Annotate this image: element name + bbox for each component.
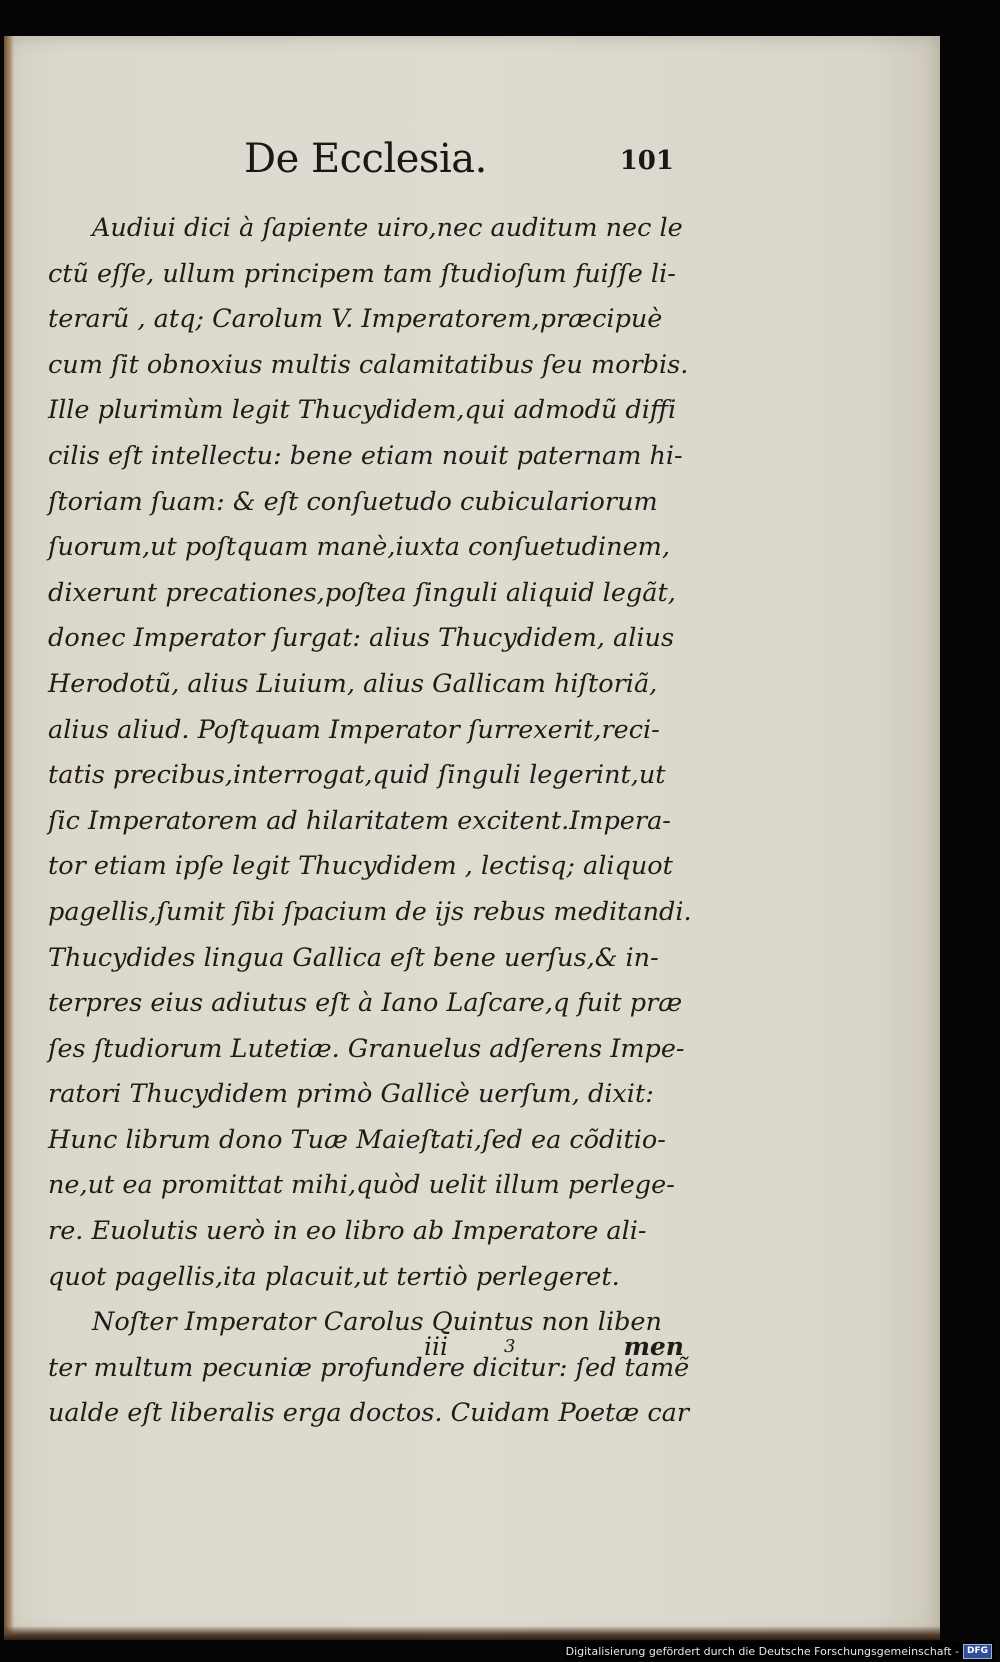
- text-line: ualde eſt liberalis erga doctos. Cuidam Poetæ car: [48, 1398, 690, 1429]
- signature-mark: iii: [424, 1332, 448, 1361]
- text-line: Ille plurimùm legit Thucydidem,qui admodũ diffi: [48, 395, 677, 426]
- text-line: terpres eius adiutus eſt à Iano Laſcare,q fuit præ: [48, 988, 683, 1019]
- signature-line: [424, 1332, 684, 1372]
- signature-number: 3: [504, 1336, 516, 1357]
- text-line: ſuorum,ut poſtquam manè,iuxta conſuetudinem,: [48, 532, 670, 563]
- text-line: cum ſit obnoxius multis calamitatibus ſeu morbis.: [48, 349, 689, 380]
- text-line: alius aliud. Poſtquam Imperator ſurrexerit,reci-: [48, 714, 660, 745]
- text-line: re. Euolutis uerò in eo libro ab Imperatore ali-: [48, 1216, 647, 1247]
- text-line: donec Imperator ſurgat: alius Thucydidem, alius: [48, 623, 675, 654]
- text-line: ratori Thucydidem primò Gallicè uerſum, dixit:: [48, 1079, 654, 1110]
- book-page: [4, 36, 940, 1636]
- text-line: Audiui dici à ſapiente uiro,nec auditum nec le: [92, 213, 683, 243]
- text-line: cilis eſt intellectu: bene etiam nouit paternam hi-: [48, 440, 683, 471]
- text-line: terarũ , atq; Carolum V. Imperatorem,præcipuè: [48, 304, 663, 335]
- text-line: ctũ eſſe, ullum principem tam ſtudioſum fuiſſe li-: [48, 258, 676, 289]
- text-line: ſtoriam ſuam: & eſt conſuetudo cubiculariorum: [48, 486, 658, 517]
- text-line: tatis precibus,interrogat,quid ſinguli legerint,ut: [48, 760, 666, 791]
- text-line: dixerunt precationes,poſtea ſinguli aliquid legãt,: [48, 577, 676, 608]
- text-line: ſes ſtudiorum Lutetiæ. Granuelus adſerens Impe-: [48, 1033, 685, 1064]
- page-header: [244, 136, 674, 196]
- page-binding-edge: [4, 36, 14, 1636]
- body-text: [48, 206, 692, 1437]
- text-line: Herodotũ, alius Liuium, alius Gallicam hiſtoriã,: [48, 668, 658, 699]
- footer-credit: [564, 1642, 994, 1660]
- text-line: Noſter Imperator Carolus Quintus non liben: [92, 1307, 662, 1338]
- text-line: quot pagellis,ita placuit,ut tertiò perlegeret.: [48, 1261, 620, 1292]
- running-title: De Ecclesia.: [244, 136, 487, 182]
- text-line: Hunc librum dono Tuæ Maieſtati,ſed ea cõditio-: [48, 1124, 666, 1155]
- catchword: men: [623, 1332, 684, 1361]
- text-line: Thucydides lingua Gallica eſt bene uerſus,& in-: [48, 942, 659, 973]
- footer-credit-text: Digitalisierung gefördert durch die Deutsche Forschungsgemeinschaft -: [565, 1644, 959, 1658]
- dfg-logo-icon: DFG: [963, 1644, 992, 1659]
- text-line: pagellis,ſumit ſibi ſpacium de ijs rebus meditandi.: [48, 896, 692, 927]
- folio-number: 101: [619, 146, 674, 176]
- text-line: ter multum pecuniæ profundere dicitur: ſed tamẽ: [48, 1352, 690, 1383]
- page-bottom-edge: [4, 1626, 940, 1640]
- text-line: tor etiam ipſe legit Thucydidem , lectisq; aliquot: [48, 851, 673, 882]
- text-line: ſic Imperatorem ad hilaritatem excitent.Impera-: [48, 805, 671, 836]
- text-line: ne,ut ea promittat mihi,quòd uelit illum perlege-: [48, 1170, 675, 1201]
